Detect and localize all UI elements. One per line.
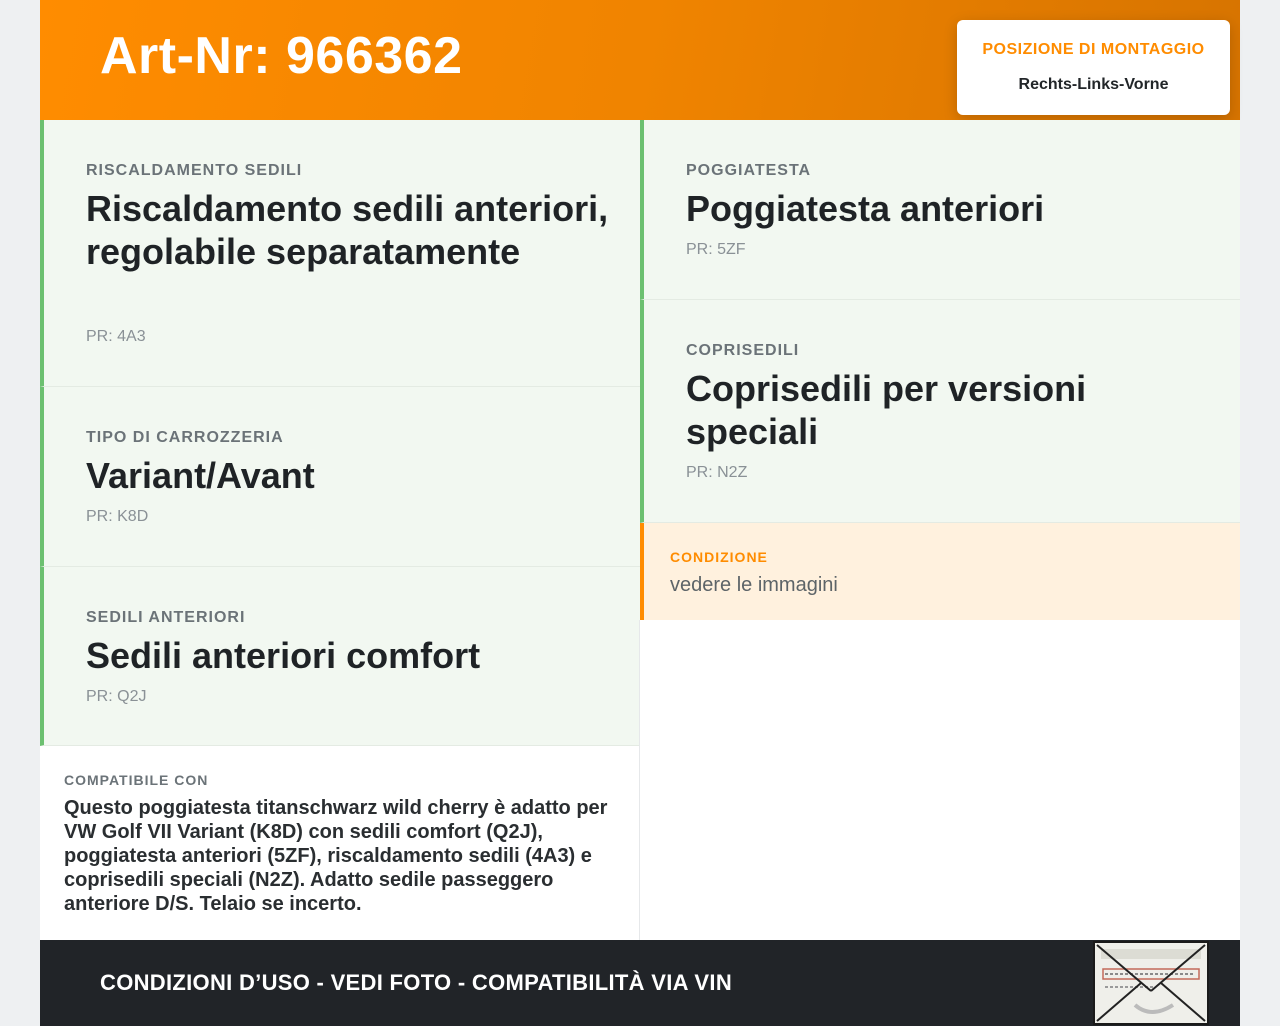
compatibility-text: Questo poggiatesta titanschwarz wild cherry è adatto per VW Golf VII Variant (K8D) con sedili comfort (Q2J), poggiatesta anteriori (5ZF), riscaldamento sedili (4A3) e coprisedili speciali (N2Z). Adatto sedile passeggero anteriore D/S. Telaio se incerto.	[64, 797, 608, 915]
article-number-title: Art-Nr: 966362	[100, 27, 463, 85]
spec-category: SEDILI ANTERIORI	[86, 609, 246, 626]
spec-value: Coprisedili per versioni speciali	[686, 368, 1087, 452]
product-sheet	[40, 0, 1240, 1026]
condition-box	[640, 523, 1240, 620]
spec-pr-code: PR: K8D	[86, 508, 149, 525]
spec-pr-code: PR: 5ZF	[686, 241, 746, 258]
mounting-position-card	[957, 20, 1230, 115]
spec-value: Variant/Avant	[86, 455, 315, 496]
spec-headrest	[640, 120, 1240, 300]
mounting-position-label: POSIZIONE DI MONTAGGIO	[982, 41, 1205, 58]
header-banner	[40, 0, 1240, 120]
spec-value: Riscaldamento sedili anteriori, regolabile separatamente	[86, 188, 609, 272]
envelope-document-icon[interactable]	[1093, 941, 1209, 1025]
spec-category: RISCALDAMENTO SEDILI	[86, 162, 303, 179]
spec-value: Sedili anteriori comfort	[86, 635, 481, 676]
spec-category: POGGIATESTA	[686, 162, 812, 179]
spec-seat-covers	[640, 300, 1240, 523]
condition-label: CONDIZIONE	[670, 549, 768, 565]
compatibility-section	[40, 746, 640, 940]
mounting-position-value: Rechts-Links-Vorne	[1018, 76, 1169, 93]
compatibility-label: COMPATIBILE CON	[64, 772, 209, 788]
footer-bar	[40, 940, 1240, 1026]
spec-pr-code: PR: N2Z	[686, 464, 748, 481]
spec-category: TIPO DI CARROZZERIA	[86, 429, 284, 446]
spec-body-type	[40, 387, 640, 567]
spec-category: COPRISEDILI	[686, 342, 800, 359]
footer-conditions-text: CONDIZIONI D’USO - VEDI FOTO - COMPATIBILITÀ VIA VIN	[100, 970, 733, 995]
spec-front-seats	[40, 567, 640, 746]
envelope-document-icon-graphic	[1095, 943, 1207, 1023]
spec-pr-code: PR: 4A3	[86, 328, 146, 345]
spec-value: Poggiatesta anteriori	[686, 188, 1045, 229]
spec-seat-heating	[40, 120, 640, 387]
column-divider	[639, 620, 640, 940]
spec-pr-code: PR: Q2J	[86, 688, 147, 705]
condition-text: vedere le immagini	[670, 574, 838, 596]
